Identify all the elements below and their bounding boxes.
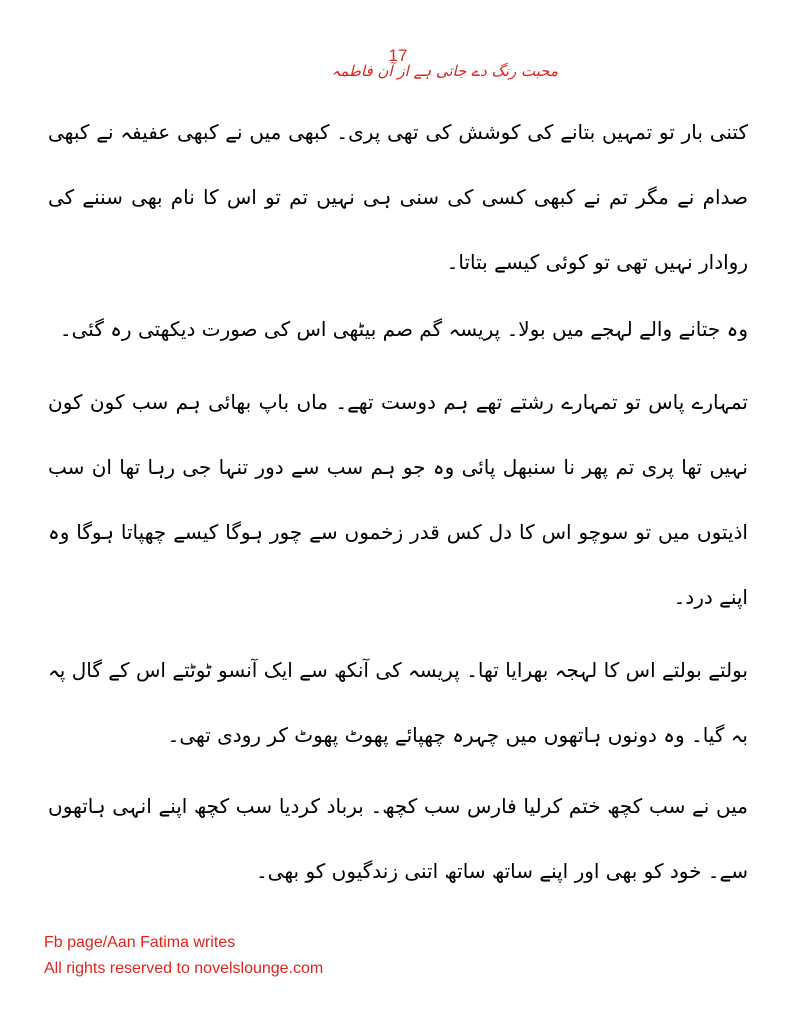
page-number: 17 — [388, 46, 408, 65]
paragraph-4: بولتے بولتے اس کا لہجہ بھرایا تھا۔ پریسہ کی آنکھ سے ایک آنسو ٹوٹتے اس کے گال پہ بہ گیا۔ وہ دونوں ہاتھوں میں چہرہ چھپائے پھوٹ پھوٹ کر رودی تھی۔ — [48, 658, 748, 747]
paragraph-3: تمہارے پاس تو تمہارے رشتے تھے ہم دوست تھے۔ ماں باپ بھائی ہم سب کون کون نہیں تھا پری تم پھر نا سنبھل پائی وہ جو ہم سب سے دور تنہا جی رہا تھا ان سب اذیتوں میں تو سوچو اس کا دل کس قدر زخموں سے چور ہوگا کیسے چھپاتا ہوگا وہ اپنے درد۔ — [48, 390, 748, 609]
body-text — [48, 100, 748, 904]
paragraph-1: کتنی بار تو تمہیں بتانے کی کوشش کی تھی پری۔ کبھی میں نے کبھی عفیفہ نے کبھی صدام نے مگر تم نے کبھی کسی کی سنی ہی نہیں تم تو اس کا نام بھی سننے کی روادار نہیں تھی تو کوئی کیسے بتاتا۔ — [48, 120, 748, 274]
footer — [44, 930, 323, 982]
footer-fb-page: Fb page/Aan Fatima writes — [44, 934, 236, 951]
paragraph-2: وہ جتانے والے لہجے میں بولا۔ پریسہ گم صم بیٹھی اس کی صورت دیکھتی رہ گئی۔ — [59, 317, 748, 341]
paragraph-5: میں نے سب کچھ ختم کرلیا فارس سب کچھ۔ برباد کردیا سب کچھ اپنے انہی ہاتھوں سے۔ خود کو بھی اور اپنے ساتھ ساتھ اتنی زندگیوں کو بھی۔ — [48, 794, 748, 883]
footer-copyright: All rights reserved to novelslounge.com — [44, 960, 324, 977]
running-header: محبت رنگ دے جاتی ہے از آن فاطمہ — [331, 62, 558, 80]
